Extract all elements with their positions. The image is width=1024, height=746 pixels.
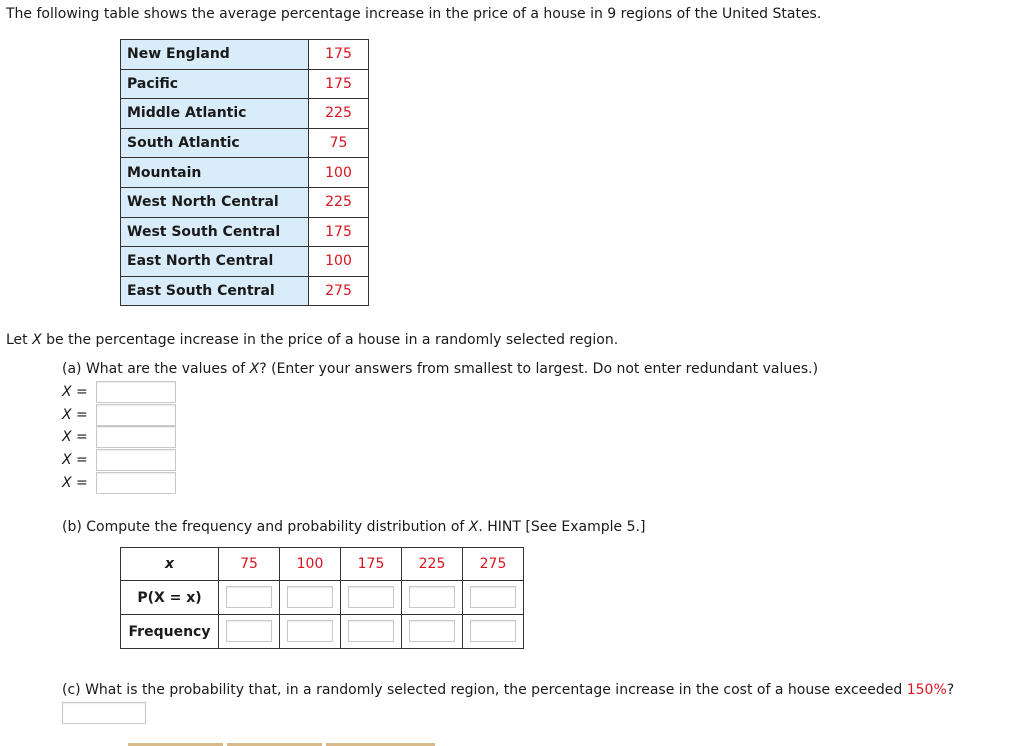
probability-input-cell <box>280 581 341 615</box>
x-equals-label: X = <box>62 474 88 491</box>
probability-row-label: P(X = x) <box>121 581 219 615</box>
region-value: 225 <box>309 187 369 217</box>
x-value-header: 100 <box>280 548 341 581</box>
x-value-header: 175 <box>341 548 402 581</box>
region-value: 225 <box>309 99 369 129</box>
part-a-question: (a) What are the values of X? (Enter your answers from smallest to largest. Do not enter redundant values.) <box>62 361 819 377</box>
probability-input[interactable] <box>470 586 516 608</box>
region-name: Mountain <box>121 158 309 188</box>
x-value-row <box>62 404 176 426</box>
probability-input[interactable] <box>348 586 394 608</box>
probability-input[interactable] <box>226 586 272 608</box>
frequency-input[interactable] <box>348 620 394 642</box>
region-value: 175 <box>309 217 369 247</box>
frequency-input-cell <box>402 615 463 649</box>
x-value-input[interactable] <box>96 404 176 426</box>
x-value-header: 75 <box>219 548 280 581</box>
region-row <box>121 276 369 306</box>
region-name: East South Central <box>121 276 309 306</box>
x-value-input[interactable] <box>96 381 176 403</box>
region-name: Pacific <box>121 69 309 99</box>
x-value-row <box>62 472 176 494</box>
x-equals-label: X = <box>62 452 88 469</box>
region-value: 175 <box>309 40 369 70</box>
region-name: East North Central <box>121 247 309 277</box>
region-row <box>121 187 369 217</box>
frequency-input-cell <box>280 615 341 649</box>
part-b-question: (b) Compute the frequency and probability distribution of X. HINT [See Example 5.] <box>62 519 646 535</box>
x-value-input[interactable] <box>96 449 176 471</box>
part-c-answer-input[interactable] <box>62 702 146 724</box>
frequency-input[interactable] <box>287 620 333 642</box>
probability-input[interactable] <box>409 586 455 608</box>
frequency-input[interactable] <box>470 620 516 642</box>
region-name: West North Central <box>121 187 309 217</box>
frequency-input-cell <box>219 615 280 649</box>
x-value-input[interactable] <box>96 472 176 494</box>
region-row <box>121 158 369 188</box>
x-value-row <box>62 426 176 448</box>
x-value-input[interactable] <box>96 426 176 448</box>
region-value: 75 <box>309 128 369 158</box>
x-value-header: 225 <box>402 548 463 581</box>
probability-input-cell <box>463 581 524 615</box>
frequency-input-cell <box>463 615 524 649</box>
frequency-row-label: Frequency <box>121 615 219 649</box>
x-value-row <box>62 449 176 471</box>
region-value: 100 <box>309 158 369 188</box>
x-equals-label: X = <box>62 384 88 400</box>
x-equals-label: X = <box>62 429 88 446</box>
region-value: 275 <box>309 276 369 306</box>
region-name: Middle Atlantic <box>121 99 309 129</box>
frequency-input-cell <box>341 615 402 649</box>
probability-input-cell <box>402 581 463 615</box>
region-row <box>121 69 369 99</box>
frequency-input[interactable] <box>226 620 272 642</box>
part-c-question: (c) What is the probability that, in a randomly selected region, the percentage increase in the cost of a house exceeded 150%? <box>62 682 955 698</box>
region-value: 100 <box>309 247 369 277</box>
region-value: 175 <box>309 69 369 99</box>
distribution-table <box>120 547 524 649</box>
probability-input-cell <box>219 581 280 615</box>
region-row <box>121 247 369 277</box>
probability-input[interactable] <box>287 586 333 608</box>
probability-input-cell <box>341 581 402 615</box>
x-equals-label: X = <box>62 406 88 423</box>
region-name: New England <box>121 40 309 70</box>
region-row <box>121 128 369 158</box>
let-x-sentence: Let X be the percentage increase in the price of a house in a randomly selected region. <box>6 332 619 348</box>
x-header: x <box>121 548 219 581</box>
region-row <box>121 99 369 129</box>
frequency-input[interactable] <box>409 620 455 642</box>
intro-text: The following table shows the average percentage increase in the price of a house in 9 regions of the United States. <box>6 6 822 22</box>
region-name: West South Central <box>121 217 309 247</box>
region-row <box>121 40 369 70</box>
region-row <box>121 217 369 247</box>
x-value-header: 275 <box>463 548 524 581</box>
regions-table <box>120 39 369 306</box>
x-value-row <box>62 381 176 403</box>
region-name: South Atlantic <box>121 128 309 158</box>
